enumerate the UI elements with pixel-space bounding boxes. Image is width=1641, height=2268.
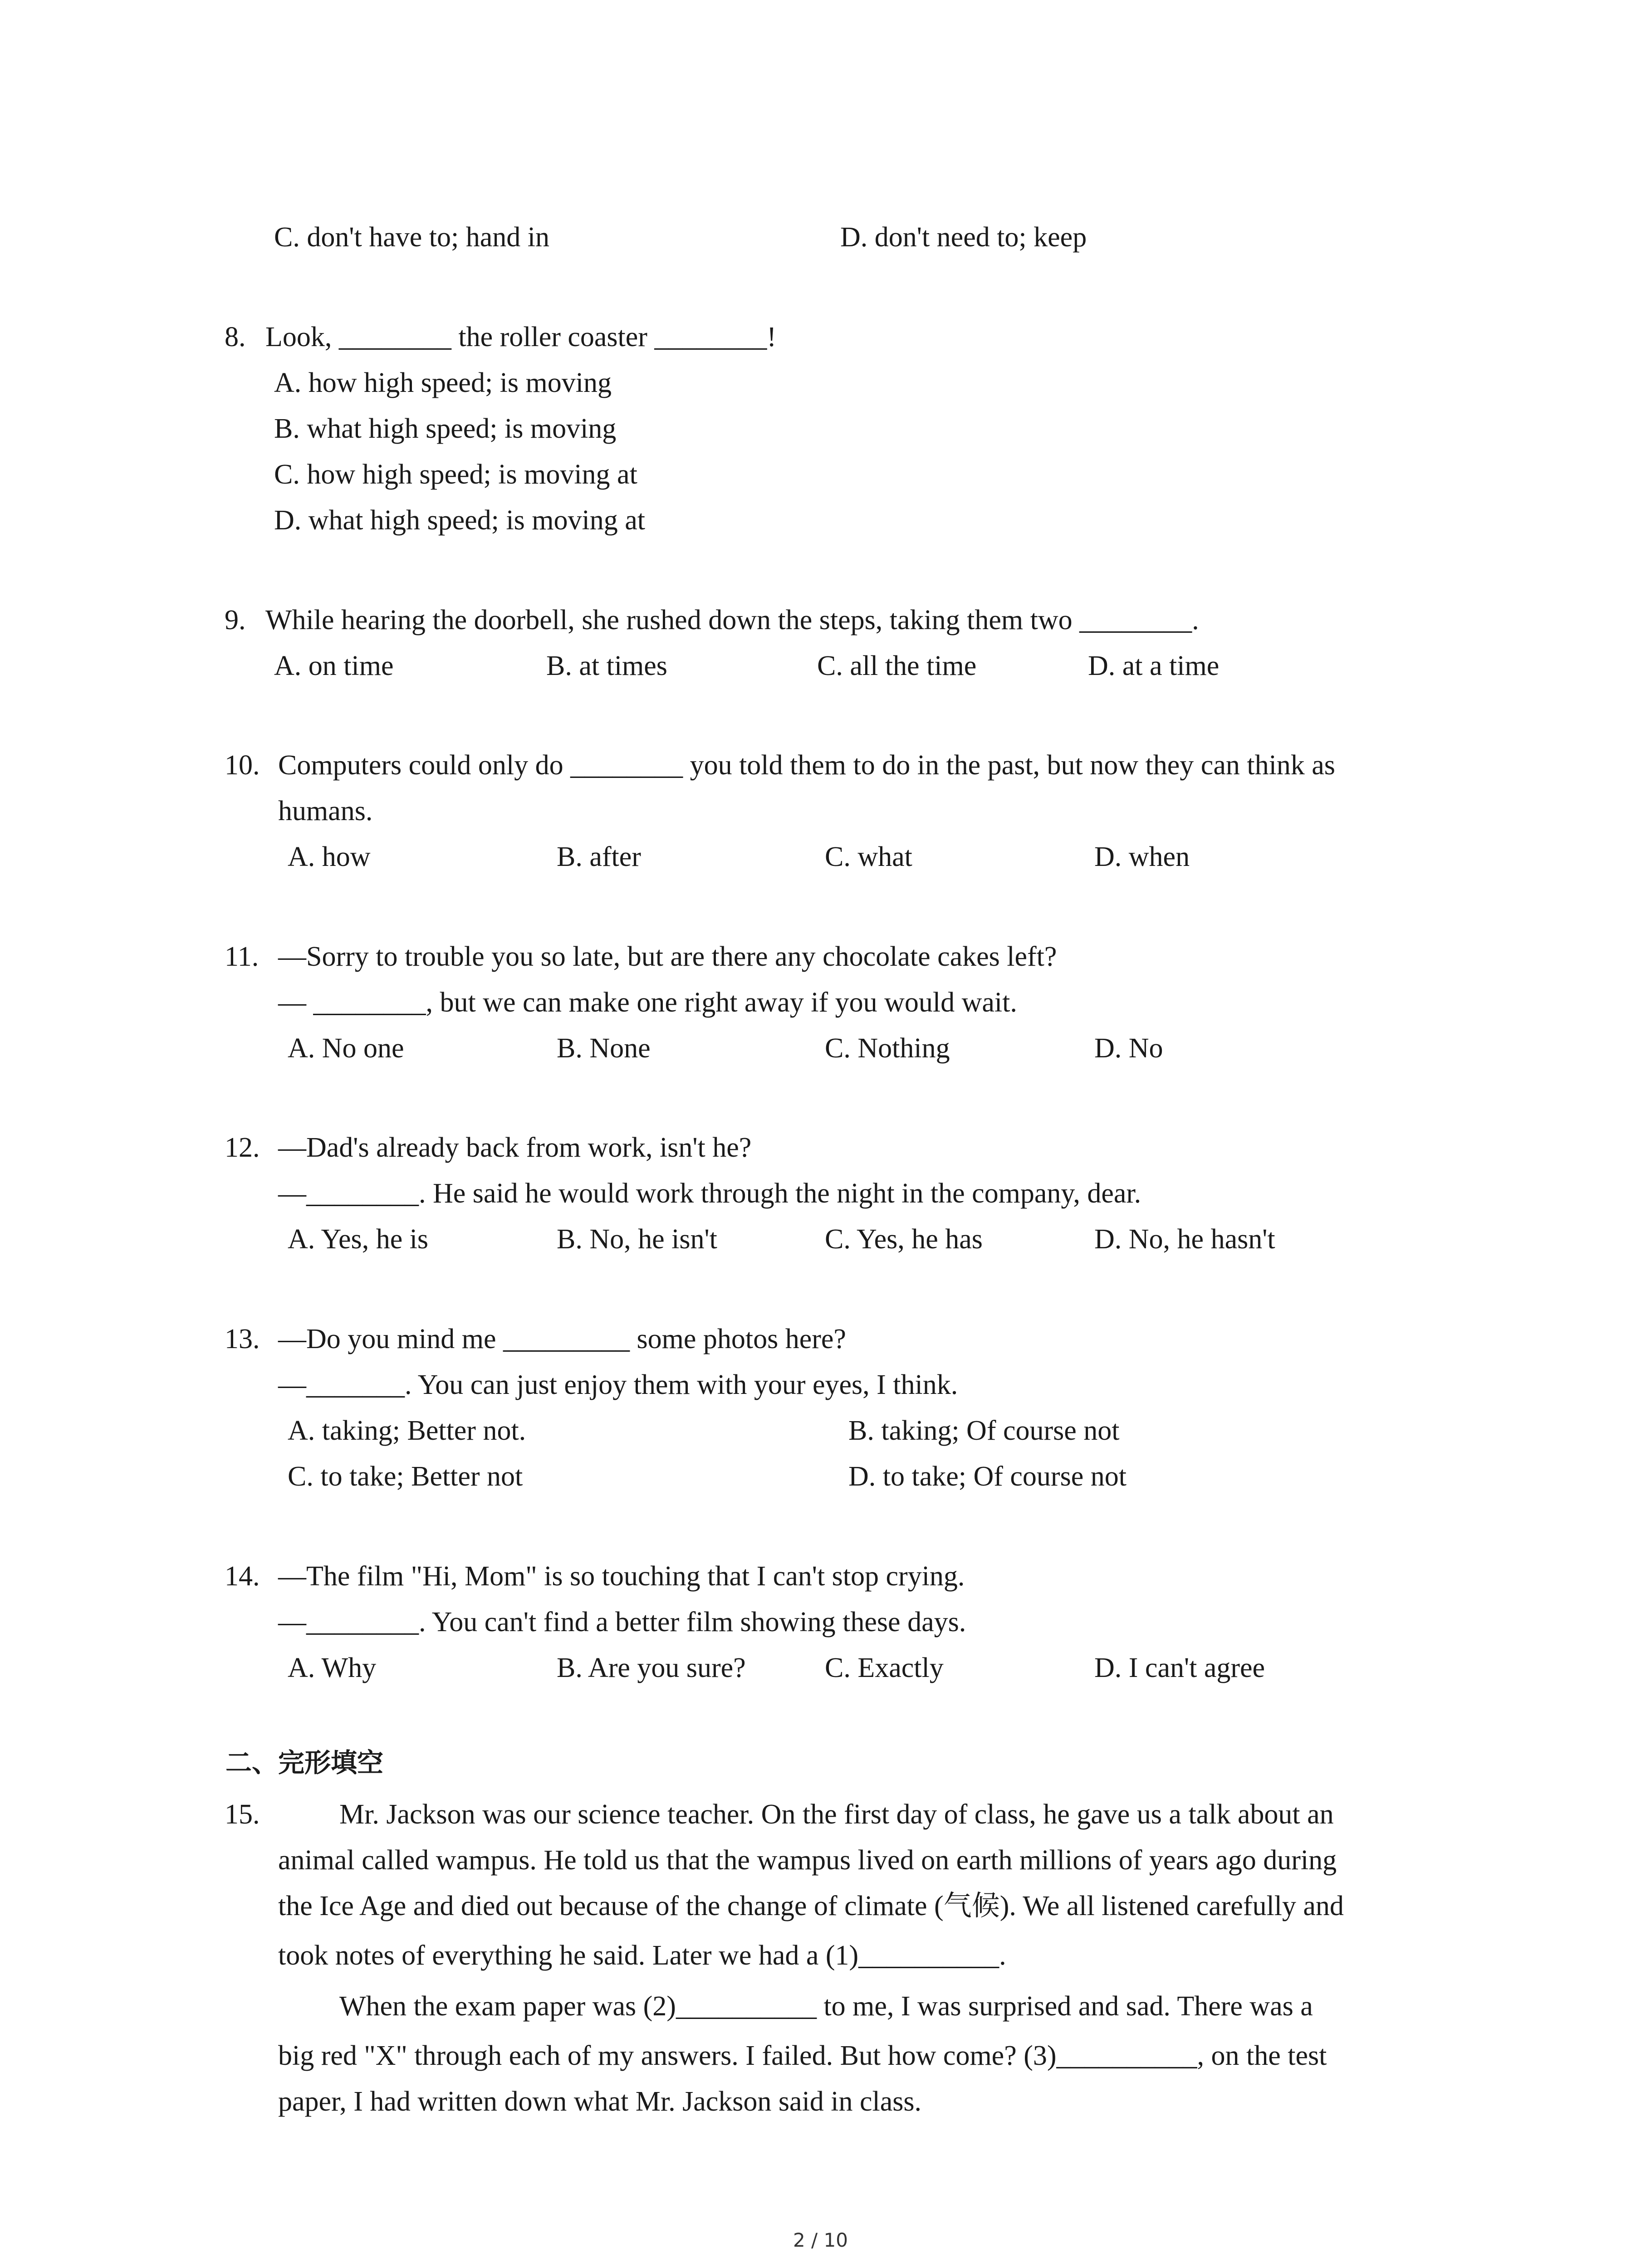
q11-option-b: B. None	[557, 1033, 651, 1064]
q14-number: 14.	[225, 1561, 260, 1592]
q8-stem: Look, ________ the roller coaster ________!	[265, 322, 777, 352]
q12-option-a: A. Yes, he is	[288, 1224, 429, 1255]
q10-option-d: D. when	[1094, 841, 1190, 872]
q7-option-c: C. don't have to; hand in	[274, 222, 549, 253]
q15-passage-line7: paper, I had written down what Mr. Jackson said in class.	[278, 2086, 922, 2117]
q15-passage-line2: animal called wampus. He told us that the wampus lived on earth millions of years ago during	[278, 1845, 1337, 1876]
q10-option-c: C. what	[825, 841, 912, 872]
q13-option-a: A. taking; Better not.	[288, 1415, 526, 1446]
q14-option-a: A. Why	[288, 1652, 377, 1683]
q7-option-d: D. don't need to; keep	[840, 222, 1087, 253]
q13-stem-line2: —_______. You can just enjoy them with your eyes, I think.	[278, 1369, 958, 1400]
q11-option-d: D. No	[1094, 1033, 1163, 1064]
q12-option-b: B. No, he isn't	[557, 1224, 717, 1255]
section-heading-cloze: 二、完形填空	[225, 1747, 384, 1778]
q12-stem-line1: —Dad's already back from work, isn't he?	[278, 1132, 752, 1163]
q15-passage-line5: When the exam paper was (2)__________ to me, I was surprised and sad. There was a	[339, 1991, 1313, 2022]
q11-stem-line2: — ________, but we can make one right away if you would wait.	[278, 987, 1017, 1018]
q9-option-c: C. all the time	[817, 650, 977, 681]
q12-option-d: D. No, he hasn't	[1094, 1224, 1275, 1255]
q13-option-d: D. to take; Of course not	[848, 1461, 1127, 1492]
q9-option-d: D. at a time	[1088, 650, 1220, 681]
q9-stem: While hearing the doorbell, she rushed down the steps, taking them two ________.	[265, 605, 1199, 635]
q14-option-c: C. Exactly	[825, 1652, 944, 1683]
q15-passage-line1: Mr. Jackson was our science teacher. On the first day of class, he gave us a talk about an	[339, 1799, 1334, 1830]
q14-option-d: D. I can't agree	[1094, 1652, 1265, 1683]
q13-option-c: C. to take; Better not	[288, 1461, 523, 1492]
q9-option-b: B. at times	[546, 650, 667, 681]
q11-number: 11.	[225, 941, 259, 972]
q13-number: 13.	[225, 1324, 260, 1354]
q15-passage-line6: big red "X" through each of my answers. I failed. But how come? (3)__________, on the test	[278, 2040, 1327, 2071]
q12-option-c: C. Yes, he has	[825, 1224, 983, 1255]
q8-option-b: B. what high speed; is moving	[274, 413, 617, 444]
q8-number: 8.	[225, 322, 246, 352]
q10-option-a: A. how	[288, 841, 371, 872]
q11-stem-line1: —Sorry to trouble you so late, but are there any chocolate cakes left?	[278, 941, 1057, 972]
q9-number: 9.	[225, 605, 246, 635]
q15-passage-line4: took notes of everything he said. Later we had a (1)__________.	[278, 1940, 1006, 1971]
q8-option-c: C. how high speed; is moving at	[274, 459, 637, 490]
q9-option-a: A. on time	[274, 650, 394, 681]
q11-option-a: A. No one	[288, 1033, 404, 1064]
q12-number: 12.	[225, 1132, 260, 1163]
q10-stem-line1: Computers could only do ________ you told them to do in the past, but now they can think as	[278, 750, 1335, 781]
q8-option-a: A. how high speed; is moving	[274, 367, 612, 398]
page-indicator: 2 / 10	[793, 2229, 848, 2251]
q13-stem-line1: —Do you mind me _________ some photos here?	[278, 1324, 846, 1354]
q11-option-c: C. Nothing	[825, 1033, 950, 1064]
q12-stem-line2: —________. He said he would work through the night in the company, dear.	[278, 1178, 1141, 1209]
q10-option-b: B. after	[557, 841, 641, 872]
q14-stem-line2: —________. You can't find a better film showing these days.	[278, 1607, 966, 1637]
q8-option-d: D. what high speed; is moving at	[274, 505, 645, 536]
q14-stem-line1: —The film "Hi, Mom" is so touching that I can't stop crying.	[278, 1561, 965, 1592]
q15-passage-line3: the Ice Age and died out because of the change of climate (气候). We all listened carefully and	[278, 1891, 1344, 1921]
q10-stem-line2: humans.	[278, 796, 373, 826]
q14-option-b: B. Are you sure?	[557, 1652, 746, 1683]
q15-number: 15.	[225, 1799, 260, 1830]
q10-number: 10.	[225, 750, 260, 781]
q13-option-b: B. taking; Of course not	[848, 1415, 1120, 1446]
